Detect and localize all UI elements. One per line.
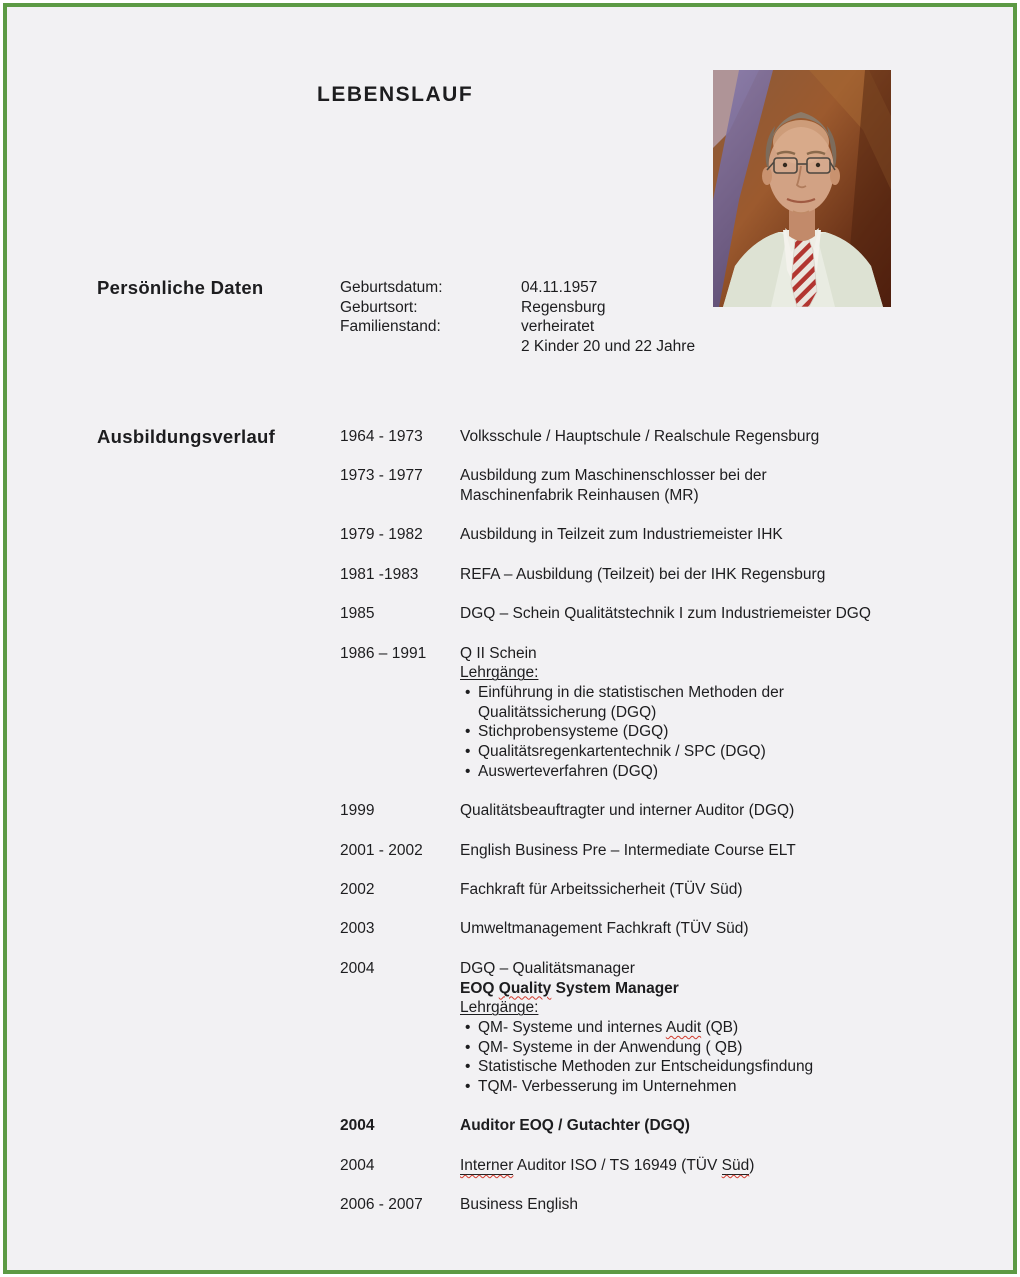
bullet-icon: •	[465, 1058, 471, 1076]
personal-field-label	[340, 337, 521, 357]
education-entry	[340, 604, 900, 624]
text-segment: Ausbildung in Teilzeit zum Industriemeister IHK	[460, 526, 783, 544]
entry-line-text	[478, 704, 656, 721]
text-segment: QM- Systeme und internes	[478, 1018, 666, 1036]
entry-period: 1986 – 1991	[340, 644, 427, 662]
text-segment: Lehrgänge:	[460, 999, 539, 1017]
text-segment: Qualitätssicherung (DGQ)	[478, 703, 657, 721]
entry-line	[460, 1156, 900, 1176]
personal-field-value: 2 Kinder 20 und 22 Jahre	[521, 338, 696, 356]
entry-line	[460, 683, 900, 703]
entry-line	[460, 1195, 900, 1215]
entry-lines	[460, 525, 900, 545]
entry-line	[460, 427, 900, 447]
entry-lines	[460, 604, 900, 624]
text-segment: DGQ – Schein Qualitätstechnik I zum Industriemeister DGQ	[460, 605, 871, 623]
entry-period: 2002	[340, 881, 375, 899]
text-segment: TQM- Verbesserung im Unternehmen	[478, 1078, 737, 1096]
entry-lines	[460, 466, 900, 505]
bullet-icon: •	[465, 684, 471, 702]
personal-rows	[340, 278, 695, 357]
entry-line	[460, 742, 900, 762]
text-segment: Interner	[460, 1156, 514, 1174]
entry-line	[460, 1077, 900, 1097]
bullet-icon: •	[465, 762, 471, 780]
education-entry	[340, 801, 900, 821]
entry-line	[460, 466, 900, 486]
entry-lines	[460, 427, 900, 447]
entry-line	[460, 722, 900, 742]
text-segment: Süd	[721, 1156, 750, 1174]
entry-lines	[460, 841, 900, 861]
text-segment: Auditor EOQ / Gutachter (DGQ)	[460, 1117, 690, 1135]
entry-line	[460, 604, 900, 624]
personal-heading: Persönliche Daten	[97, 277, 264, 298]
entry-line	[460, 959, 900, 979]
text-segment: Fachkraft für Arbeitssicherheit (TÜV Süd)	[460, 881, 743, 899]
entry-line-text	[460, 1117, 690, 1134]
text-segment: System Manager	[551, 979, 679, 997]
personal-field-value: Regensburg	[521, 298, 606, 316]
education-entry	[340, 525, 900, 545]
education-entry	[340, 1156, 900, 1176]
personal-field-value: 04.11.1957	[521, 279, 598, 296]
personal-field-label: Familienstand:	[340, 318, 441, 336]
text-segment: DGQ – Qualitätsmanager	[460, 959, 635, 977]
entry-line	[460, 801, 900, 821]
entry-period: 1979 - 1982	[340, 526, 423, 544]
portrait-tie	[791, 240, 817, 307]
education-heading: Ausbildungsverlauf	[97, 426, 276, 447]
entry-line-text	[478, 1057, 813, 1077]
entry-line-text	[478, 762, 658, 782]
text-segment: EOQ	[460, 979, 499, 997]
text-segment: Qualitätsbeauftragter und interner Auditor (DGQ)	[460, 802, 795, 820]
text-segment: Lehrgänge:	[460, 664, 539, 682]
education-entry	[340, 1195, 900, 1215]
entry-line-text	[460, 645, 537, 662]
page-title: LEBENSLAUF	[317, 83, 474, 106]
entry-line-text	[460, 664, 538, 681]
text-segment: Volksschule / Hauptschule / Realschule Regensburg	[460, 428, 820, 445]
entry-line-text	[460, 566, 825, 583]
entry-lines	[460, 565, 900, 585]
text-segment: )	[749, 1156, 755, 1174]
personal-row	[340, 278, 695, 298]
personal-field-label: Geburtsdatum:	[340, 279, 443, 296]
applicant-photo	[713, 70, 891, 307]
entry-line	[460, 919, 900, 939]
entry-line-text	[460, 842, 796, 859]
entry-lines	[460, 801, 900, 821]
entry-line-text	[460, 1196, 578, 1213]
bullet-icon: •	[465, 1018, 471, 1036]
entry-line-text	[460, 467, 767, 484]
entry-line-text	[460, 881, 743, 898]
entry-line-text	[460, 605, 871, 622]
education-section	[97, 427, 900, 1215]
entry-line	[478, 703, 900, 723]
entry-line-text	[478, 1018, 738, 1038]
entry-line-text	[460, 980, 679, 997]
entry-lines	[460, 1156, 900, 1176]
entry-line	[460, 663, 900, 683]
entry-line-text	[460, 428, 819, 445]
entry-line-text	[478, 1077, 736, 1097]
text-segment: Umweltmanagement Fachkraft (TÜV Süd)	[460, 920, 749, 938]
personal-data-section	[97, 278, 695, 357]
personal-field-label: Geburtsort:	[340, 298, 418, 316]
entry-line	[460, 1038, 900, 1058]
education-entry	[340, 1116, 900, 1136]
bullet-icon: •	[465, 723, 471, 741]
personal-row	[340, 298, 695, 318]
cv-page	[3, 3, 1017, 1274]
entry-period: 1981 -1983	[340, 565, 419, 583]
entry-line	[460, 880, 900, 900]
entry-period: 2003	[340, 920, 375, 938]
education-entry	[340, 919, 900, 939]
entry-lines	[460, 644, 900, 782]
entry-period: 2006 - 2007	[340, 1196, 423, 1214]
text-segment: English Business Pre – Intermediate Course ELT	[460, 841, 796, 859]
entry-line	[460, 998, 900, 1018]
entry-line-text	[478, 1038, 742, 1058]
entry-line	[460, 565, 900, 585]
entry-line	[460, 841, 900, 861]
text-segment: Q II Schein	[460, 644, 537, 662]
bullet-icon: •	[465, 743, 471, 761]
entry-line-text	[460, 920, 749, 937]
entry-period: 1985	[340, 605, 375, 623]
entry-line-text	[478, 683, 784, 703]
entry-line	[460, 486, 900, 506]
entry-line-text	[460, 487, 699, 504]
personal-row	[340, 337, 695, 357]
education-entry	[340, 427, 900, 447]
entry-line-text	[460, 960, 635, 977]
entry-line-text	[460, 1157, 754, 1175]
entry-lines	[460, 919, 900, 939]
bullet-icon: •	[465, 1078, 471, 1096]
entry-line	[460, 1018, 900, 1038]
entry-period: 2004	[340, 1156, 375, 1174]
entry-line-text	[460, 802, 794, 819]
text-segment: QM- Systeme in der Anwendung ( QB)	[478, 1038, 743, 1056]
entry-period: 2004	[340, 959, 375, 977]
entry-line	[460, 525, 900, 545]
entry-line	[460, 762, 900, 782]
entry-lines	[460, 1195, 900, 1215]
education-entry	[340, 565, 900, 585]
portrait-illustration	[713, 70, 891, 307]
entry-lines	[460, 880, 900, 900]
text-segment: Maschinenfabrik Reinhausen (MR)	[460, 487, 699, 505]
entry-lines	[460, 1116, 900, 1136]
entry-line-text	[478, 722, 668, 742]
entry-period: 1973 - 1977	[340, 467, 423, 485]
education-entry	[340, 466, 900, 505]
education-entry	[340, 841, 900, 861]
education-entry	[340, 644, 900, 782]
entry-line	[460, 1057, 900, 1077]
education-entry	[340, 959, 900, 1097]
entry-period: 1999	[340, 802, 375, 820]
text-segment: Einführung in die statistischen Methoden der	[478, 684, 784, 702]
entry-line	[460, 1116, 900, 1136]
text-segment: (QB)	[701, 1018, 739, 1036]
entry-line	[460, 979, 900, 999]
education-entry	[340, 880, 900, 900]
text-segment: Auswerteverfahren (DGQ)	[478, 762, 659, 780]
entry-period: 1964 - 1973	[340, 428, 423, 445]
text-segment: Business English	[460, 1196, 579, 1214]
personal-row	[340, 317, 695, 337]
text-segment: Auditor ISO / TS 16949 (TÜV	[513, 1156, 722, 1174]
entry-line-text	[460, 526, 783, 543]
bullet-icon: •	[465, 1038, 471, 1056]
personal-field-value: verheiratet	[521, 318, 595, 336]
text-segment: Quality	[498, 979, 552, 997]
text-segment: Qualitätsregenkartentechnik / SPC (DGQ)	[478, 743, 766, 761]
entry-line-text	[478, 742, 766, 762]
entry-lines	[460, 959, 900, 1097]
text-segment: Ausbildung zum Maschinenschlosser bei der	[460, 467, 767, 485]
text-segment: Statistische Methoden zur Entscheidungsfindung	[478, 1058, 814, 1076]
text-segment: Audit	[665, 1018, 702, 1036]
entry-line	[460, 644, 900, 664]
text-segment: Stichprobensysteme (DGQ)	[478, 723, 669, 741]
entry-line-text	[460, 999, 538, 1016]
education-entries	[340, 427, 900, 1215]
entry-period: 2004	[340, 1117, 375, 1135]
entry-period: 2001 - 2002	[340, 841, 423, 859]
text-segment: REFA – Ausbildung (Teilzeit) bei der IHK Regensburg	[460, 565, 826, 583]
